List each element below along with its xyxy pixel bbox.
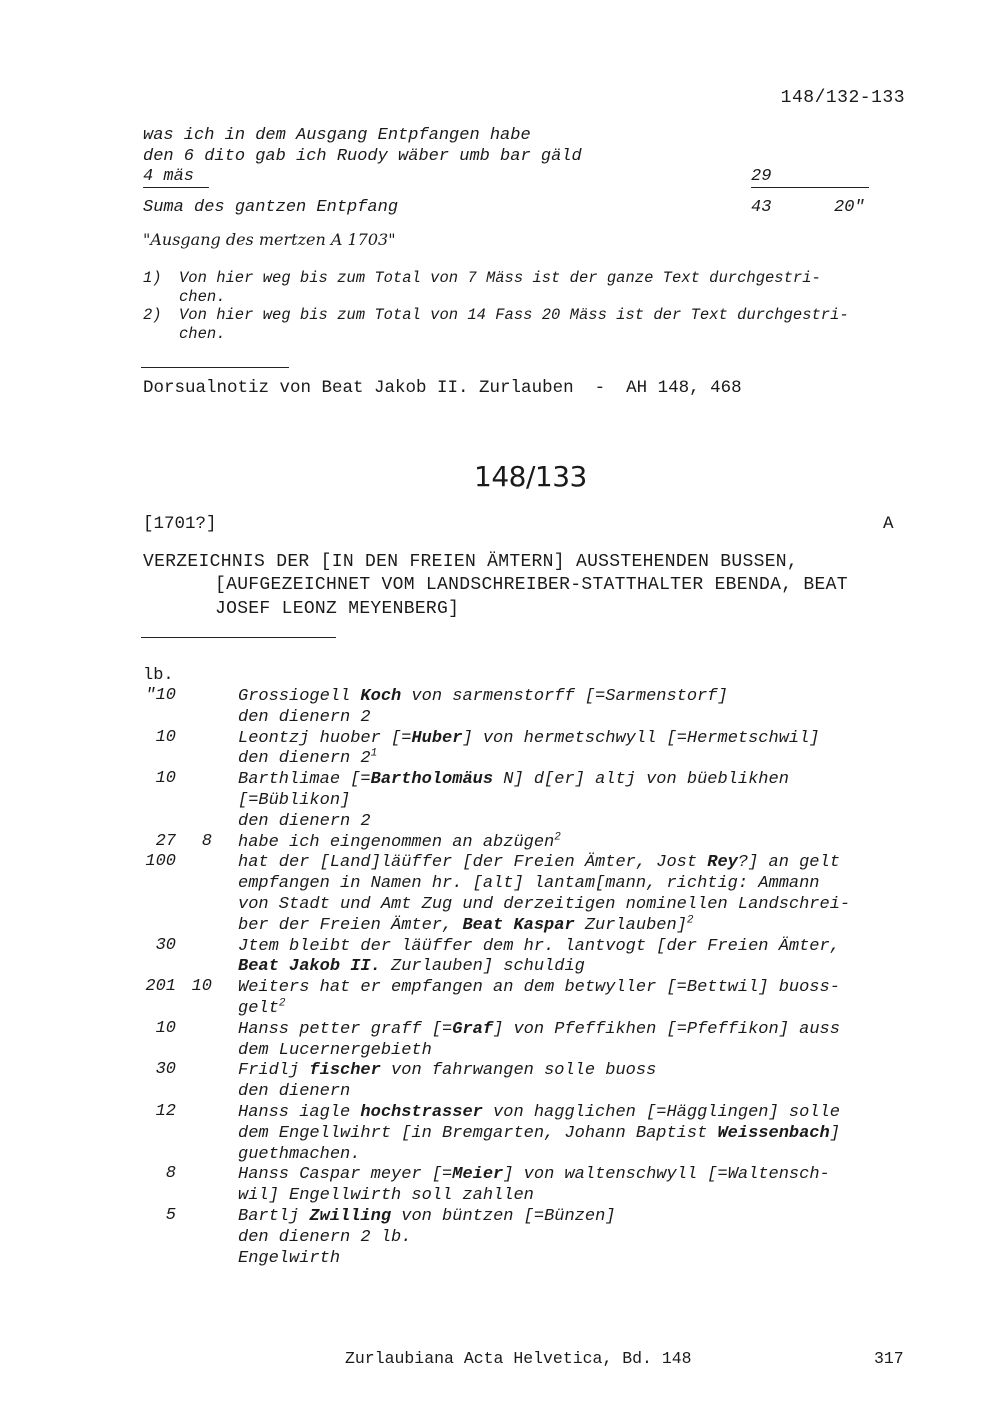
document-letter: A — [883, 514, 894, 534]
entry-amount: "10 — [145, 686, 176, 705]
entry-text — [238, 1102, 840, 1164]
footnote-line: Von hier weg bis zum Total von 7 Mäss ist der ganze Text durchgestri- — [179, 269, 821, 287]
entry-text-line: dem Lucernergebieth — [238, 1040, 432, 1060]
entry-text-line: den dienern $2^1$ — [238, 747, 378, 769]
entry-text-line: wil] Engellwirth soll zahllen — [238, 1186, 534, 1206]
account-line-2: den 6 dito gab ich Ruody wäber umb bar gäld — [143, 147, 582, 166]
entry-amount: 5 — [165, 1206, 176, 1225]
entry-amount: 27 — [155, 831, 176, 851]
entry-text-line: habe ich eingenommen an abzügen$^2$ — [238, 830, 561, 852]
entry-text-line: Engelwirth — [238, 1248, 341, 1268]
entry-text-line: den dienern — [238, 1082, 351, 1102]
entry-text-line: Barthlimae [=Bartholomäus N] d[er] altj von büeblikhen — [238, 770, 789, 790]
entry-text — [238, 1164, 830, 1206]
entry-amount: 10 — [155, 1018, 176, 1038]
entry-text — [238, 977, 840, 1019]
document-date: [1701?] — [143, 514, 217, 534]
document-number: 148/133 — [474, 460, 587, 493]
footnote-text — [179, 269, 821, 306]
footnote-number: 1) — [143, 269, 162, 287]
account-line-3: 4 mäs — [143, 167, 195, 186]
entry-text-line: ber der Freien Ämter, Beat Kaspar Zurlauben]$^2$ — [238, 914, 694, 935]
entry-text-line: den dienern 2 — [238, 707, 371, 727]
footnote-number: 2) — [143, 306, 162, 324]
entry-text — [238, 832, 561, 853]
entry-amount: 12 — [155, 1102, 176, 1121]
entry-text-line: Fridlj fischer von fahrwangen solle buoss — [238, 1061, 657, 1081]
suma-label: Suma des gantzen Entpfang — [143, 198, 399, 217]
sum-rule-left — [143, 187, 209, 188]
sum-rule-right — [751, 187, 869, 188]
section-divider — [141, 367, 289, 368]
footnote-text — [179, 306, 849, 343]
entry-text — [238, 852, 850, 935]
entry-text-line: Hanss petter graff [=Graf] von Pfeffikhen [=Pfeffikon] auss — [238, 1019, 840, 1039]
entry-text-line: Hanss Caspar meyer [=Meier] von waltenschwyll [=Waltensch- — [238, 1165, 830, 1185]
entry-sub-amount: 8 — [201, 831, 212, 851]
entry-text-line: [=Büblikon] — [238, 790, 351, 810]
heading-line-1: VERZEICHNIS DER [IN DEN FREIEN ÄMTERN] AUSSTEHENDEN BUSSEN, — [143, 552, 799, 572]
entry-sub-amount: 10 — [191, 977, 212, 997]
entry-amount: 10 — [155, 769, 176, 789]
entry-text — [238, 769, 789, 831]
heading-line-3: JOSEF LEONZ MEYENBERG] — [215, 599, 460, 619]
unit-label: lb. — [143, 666, 174, 685]
entry-text — [238, 1060, 656, 1102]
entry-amount: 100 — [145, 852, 176, 872]
entry-text-line: den dienern 2 — [238, 811, 371, 831]
entry-text-line: hat der [Land]läüffer [der Freien Ämter, Jost Rey?] an gelt — [238, 853, 840, 873]
suma-value-1: 43 — [751, 198, 772, 217]
entry-text-line: den dienern 2 lb. — [238, 1227, 412, 1247]
heading-line-2: [AUFGEZEICHNET VOM LANDSCHREIBER-STATTHALTER EBENDA, BEAT — [215, 575, 848, 595]
entry-amount: 201 — [145, 977, 176, 997]
entry-text-line: Bartlj Zwilling von büntzen [=Bünzen] — [238, 1207, 616, 1226]
footnote-line: chen. — [179, 324, 226, 343]
suma-value-2: 20" — [834, 198, 865, 217]
footer-page-number: 317 — [874, 1349, 904, 1368]
dorsual-note: Dorsualnotiz von Beat Jakob II. Zurlauben - AH 148, 468 — [143, 378, 742, 398]
entry-text-line: dem Engellwihrt [in Bremgarten, Johann Baptist Weissenbach] — [238, 1123, 840, 1143]
entry-amount: 30 — [155, 935, 176, 955]
entry-text-line: Leontzj huober [=Huber] von hermetschwyll [=Hermetschwil] — [238, 728, 820, 748]
account-amount-1: 29 — [751, 167, 772, 186]
entry-text — [238, 728, 820, 770]
entry-text-line: Grossiogell Koch von sarmenstorff [=Sarmenstorf] — [238, 687, 728, 706]
footnote-line: Von hier weg bis zum Total von 14 Fass 20 Mäss ist der Text durchgestri- — [179, 306, 849, 324]
entry-text — [238, 1206, 615, 1268]
entry-text-line: von Stadt und Amt Zug und derzeitigen nominellen Landschrei- — [238, 894, 851, 914]
entry-text — [238, 686, 728, 728]
entry-text-line: Beat Jakob II. Zurlauben] schuldig — [238, 957, 585, 977]
entry-text-line: empfangen in Namen hr. [alt] lantam[mann, richtig: Ammann — [238, 874, 820, 894]
account-line-1: was ich in dem Ausgang Entpfangen habe — [143, 126, 531, 145]
footnote-line: chen. — [179, 287, 226, 306]
entry-text — [238, 1019, 840, 1061]
entry-text-line: guethmachen. — [238, 1144, 361, 1164]
ausgang-note: "Ausgang des mertzen A 1703" — [143, 230, 396, 249]
entry-text-line: Hanss iagle hochstrasser von hagglichen [=Hägglingen] solle — [238, 1103, 840, 1122]
footer-title: Zurlaubiana Acta Helvetica, Bd. 148 — [345, 1349, 692, 1368]
page-reference: 148/132-133 — [780, 88, 905, 108]
entry-text-line: Weiters hat er empfangen an dem betwyller [=Bettwil] buoss- — [238, 978, 840, 998]
entry-amount: 8 — [165, 1164, 176, 1184]
entry-text-line: gelt$^2$ — [238, 997, 286, 1018]
entry-amount: 30 — [155, 1060, 176, 1080]
entry-text-line: Jtem bleibt der läüffer dem hr. lantvogt [der Freien Ämter, — [238, 936, 840, 956]
heading-divider — [141, 637, 336, 638]
entry-text — [238, 936, 840, 978]
entry-amount: 10 — [155, 727, 176, 747]
